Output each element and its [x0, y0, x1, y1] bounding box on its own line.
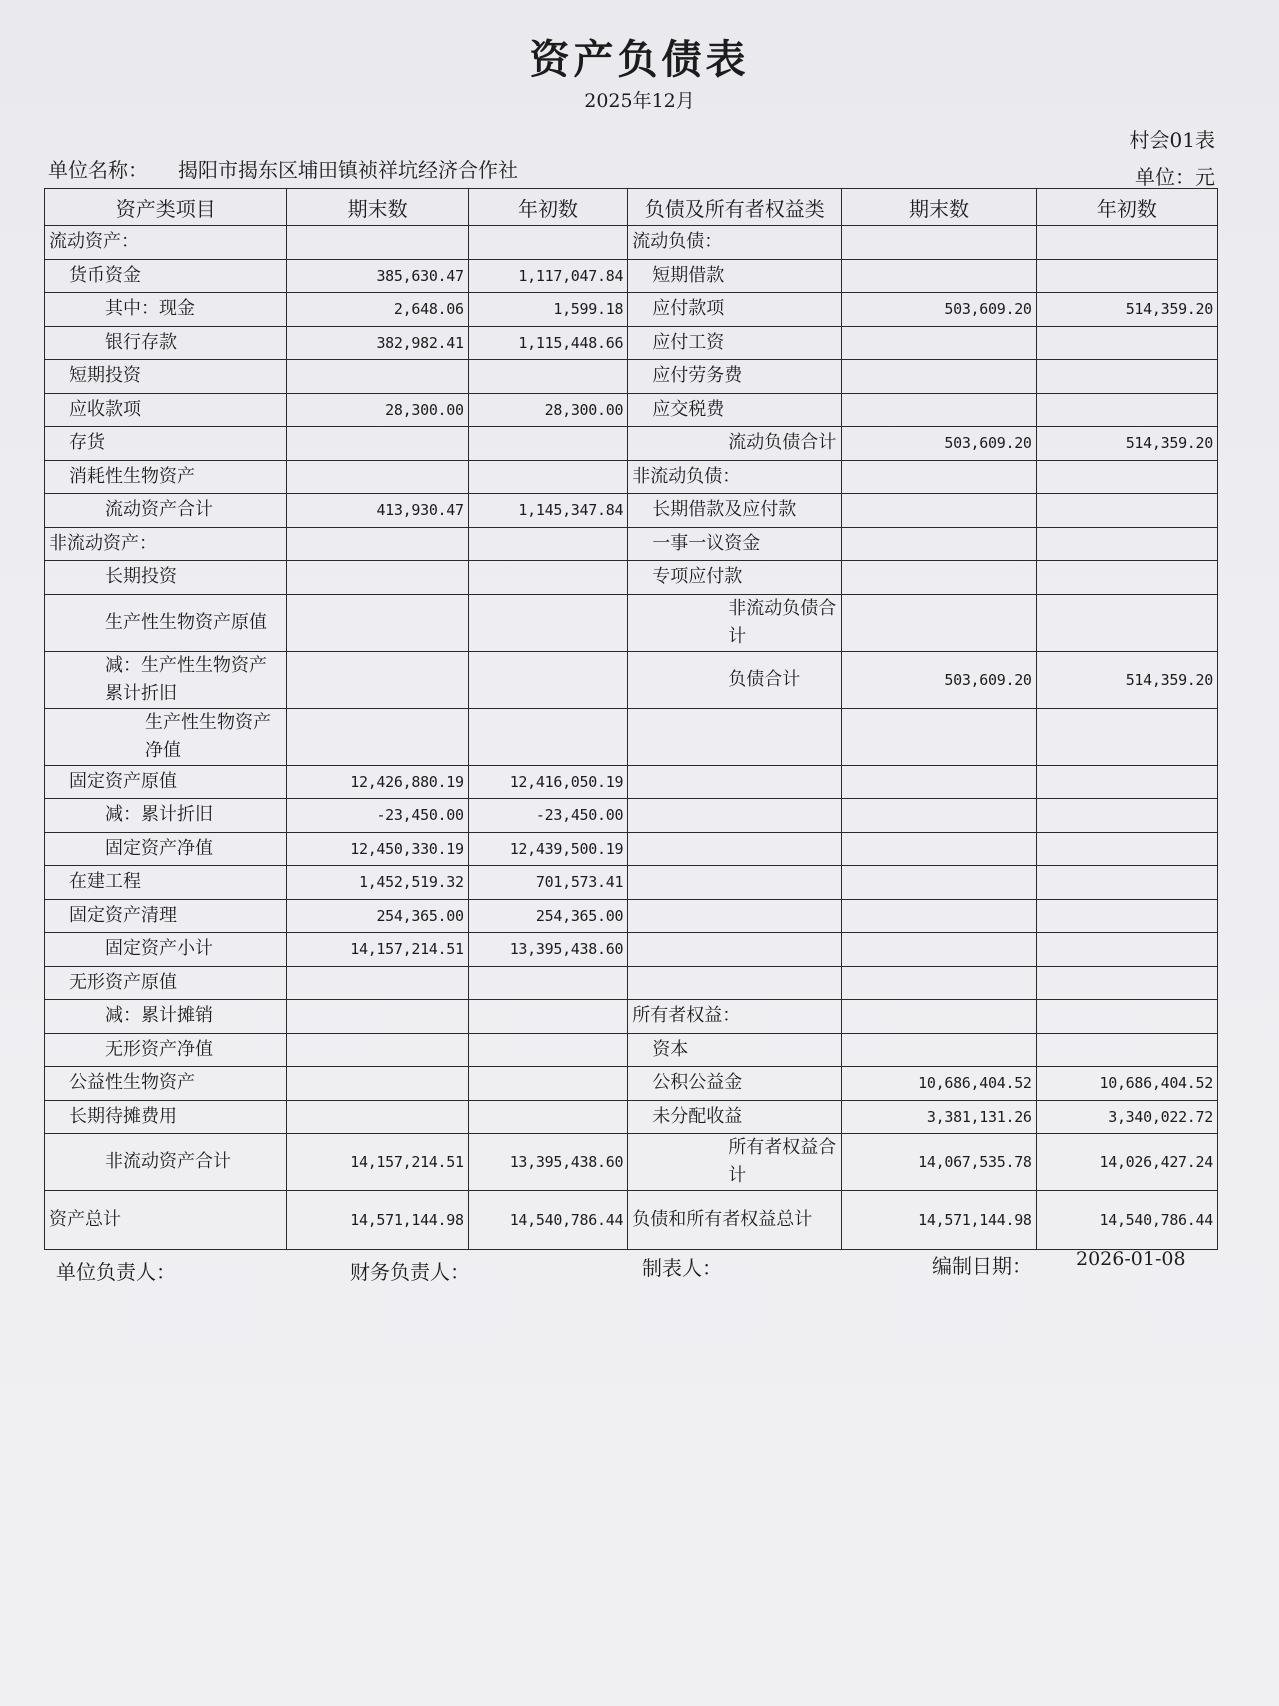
liability-begin-cell — [1036, 799, 1217, 833]
liability-item-cell — [628, 899, 842, 933]
liability-item-cell: 所有者权益合计 — [628, 1134, 842, 1191]
asset-item-cell: 应收款项 — [45, 393, 287, 427]
asset-end-cell: 28,300.00 — [287, 393, 468, 427]
asset-item-cell: 长期待摊费用 — [45, 1100, 287, 1134]
liability-item-cell — [628, 933, 842, 967]
currency-unit: 单位：元 — [1135, 165, 1215, 189]
liability-end-cell — [842, 708, 1036, 765]
asset-item-cell: 固定资产净值 — [45, 832, 287, 866]
asset-item-cell: 固定资产小计 — [45, 933, 287, 967]
liability-end-cell — [842, 765, 1036, 799]
liability-end-cell — [842, 1000, 1036, 1034]
table-row — [45, 293, 1218, 327]
asset-item-cell: 减：累计折旧 — [45, 799, 287, 833]
liability-end-cell: 503,609.20 — [842, 427, 1036, 461]
table-row — [45, 651, 1218, 708]
asset-end-cell — [287, 651, 468, 708]
liability-begin-cell: 10,686,404.52 — [1036, 1067, 1217, 1101]
liability-begin-cell — [1036, 326, 1217, 360]
table-row — [45, 708, 1218, 765]
liability-begin-cell — [1036, 561, 1217, 595]
liability-end-cell — [842, 326, 1036, 360]
asset-begin-cell: 701,573.41 — [468, 866, 627, 900]
asset-end-cell: 2,648.06 — [287, 293, 468, 327]
asset-end-cell — [287, 427, 468, 461]
table-row — [45, 226, 1218, 260]
liability-end-cell — [842, 933, 1036, 967]
asset-item-cell: 生产性生物资产净值 — [45, 708, 287, 765]
liability-item-cell — [628, 866, 842, 900]
liability-end-cell — [842, 527, 1036, 561]
table-row — [45, 1000, 1218, 1034]
liability-begin-cell — [1036, 1033, 1217, 1067]
form-code: 村会01表 — [1129, 128, 1215, 152]
asset-end-cell: 385,630.47 — [287, 259, 468, 293]
table-row — [45, 527, 1218, 561]
liability-item-cell: 所有者权益： — [628, 1000, 842, 1034]
table-row — [45, 427, 1218, 461]
table-row — [45, 393, 1218, 427]
asset-item-cell: 在建工程 — [45, 866, 287, 900]
asset-item-cell: 消耗性生物资产 — [45, 460, 287, 494]
table-row — [45, 1100, 1218, 1134]
liability-begin-cell: 3,340,022.72 — [1036, 1100, 1217, 1134]
liability-begin-cell — [1036, 393, 1217, 427]
liability-end-cell — [842, 226, 1036, 260]
date-value: 2026-01-08 — [1076, 1248, 1186, 1270]
asset-item-cell: 减：生产性生物资产累计折旧 — [45, 651, 287, 708]
organization-name: 揭阳市揭东区埔田镇祯祥坑经济合作社 — [178, 158, 518, 182]
asset-item-cell: 流动资产： — [45, 226, 287, 260]
asset-end-cell: 14,571,144.98 — [287, 1191, 468, 1250]
liability-begin-cell: 514,359.20 — [1036, 293, 1217, 327]
liability-item-cell: 流动负债： — [628, 226, 842, 260]
liability-begin-cell: 14,026,427.24 — [1036, 1134, 1217, 1191]
asset-item-cell: 存货 — [45, 427, 287, 461]
asset-begin-cell: 1,145,347.84 — [468, 494, 627, 528]
asset-begin-cell — [468, 1000, 627, 1034]
table-row — [45, 1067, 1218, 1101]
liability-begin-cell — [1036, 966, 1217, 1000]
table-row — [45, 832, 1218, 866]
liability-item-cell: 资本 — [628, 1033, 842, 1067]
asset-item-cell: 生产性生物资产原值 — [45, 594, 287, 651]
table-row — [45, 799, 1218, 833]
table-row — [45, 594, 1218, 651]
liability-end-cell: 503,609.20 — [842, 651, 1036, 708]
liability-begin-cell — [1036, 899, 1217, 933]
asset-end-cell — [287, 527, 468, 561]
liability-begin-cell — [1036, 527, 1217, 561]
asset-item-cell: 长期投资 — [45, 561, 287, 595]
liability-item-cell: 应付款项 — [628, 293, 842, 327]
asset-end-cell — [287, 1100, 468, 1134]
asset-item-cell: 减：累计摊销 — [45, 1000, 287, 1034]
asset-item-cell: 资产总计 — [45, 1191, 287, 1250]
liability-end-cell — [842, 594, 1036, 651]
asset-begin-cell: 1,117,047.84 — [468, 259, 627, 293]
table-row — [45, 899, 1218, 933]
col-liab-begin: 年初数 — [1036, 189, 1217, 226]
liability-item-cell: 专项应付款 — [628, 561, 842, 595]
table-row — [45, 460, 1218, 494]
liability-item-cell — [628, 832, 842, 866]
liability-begin-cell — [1036, 933, 1217, 967]
liability-end-cell — [842, 259, 1036, 293]
liability-begin-cell: 514,359.20 — [1036, 427, 1217, 461]
liability-item-cell: 应付劳务费 — [628, 360, 842, 394]
liability-begin-cell — [1036, 594, 1217, 651]
col-liab-item: 负债及所有者权益类 — [628, 189, 842, 226]
table-body — [45, 226, 1218, 1250]
liability-item-cell: 长期借款及应付款 — [628, 494, 842, 528]
asset-begin-cell: 14,540,786.44 — [468, 1191, 627, 1250]
liability-item-cell: 非流动负债： — [628, 460, 842, 494]
asset-begin-cell — [468, 1100, 627, 1134]
asset-end-cell — [287, 226, 468, 260]
asset-item-cell: 固定资产原值 — [45, 765, 287, 799]
asset-begin-cell: 13,395,438.60 — [468, 1134, 627, 1191]
asset-end-cell — [287, 1033, 468, 1067]
liability-item-cell: 应交税费 — [628, 393, 842, 427]
balance-sheet-table — [44, 188, 1218, 1250]
liability-end-cell: 3,381,131.26 — [842, 1100, 1036, 1134]
asset-end-cell: 14,157,214.51 — [287, 933, 468, 967]
asset-item-cell: 无形资产原值 — [45, 966, 287, 1000]
asset-end-cell — [287, 460, 468, 494]
asset-item-cell: 短期投资 — [45, 360, 287, 394]
asset-begin-cell — [468, 594, 627, 651]
asset-item-cell: 货币资金 — [45, 259, 287, 293]
asset-item-cell: 流动资产合计 — [45, 494, 287, 528]
asset-end-cell: 1,452,519.32 — [287, 866, 468, 900]
liability-item-cell: 短期借款 — [628, 259, 842, 293]
liability-end-cell — [842, 561, 1036, 595]
liability-end-cell — [842, 966, 1036, 1000]
date-label: 编制日期： — [932, 1254, 1032, 1278]
asset-end-cell: 382,982.41 — [287, 326, 468, 360]
liability-begin-cell: 14,540,786.44 — [1036, 1191, 1217, 1250]
asset-item-cell: 无形资产净值 — [45, 1033, 287, 1067]
asset-item-cell: 非流动资产合计 — [45, 1134, 287, 1191]
table-row — [45, 866, 1218, 900]
asset-end-cell — [287, 360, 468, 394]
liability-item-cell — [628, 799, 842, 833]
col-asset-item: 资产类项目 — [45, 189, 287, 226]
asset-end-cell — [287, 708, 468, 765]
table-row — [45, 259, 1218, 293]
asset-begin-cell — [468, 527, 627, 561]
liability-end-cell — [842, 1033, 1036, 1067]
table-header-row — [45, 189, 1218, 226]
asset-end-cell — [287, 1067, 468, 1101]
asset-begin-cell: 12,439,500.19 — [468, 832, 627, 866]
report-title: 资产负债表 — [529, 37, 750, 83]
asset-end-cell — [287, 1000, 468, 1034]
asset-end-cell: 12,426,880.19 — [287, 765, 468, 799]
asset-begin-cell — [468, 1033, 627, 1067]
liability-end-cell: 503,609.20 — [842, 293, 1036, 327]
asset-begin-cell — [468, 360, 627, 394]
liability-end-cell — [842, 360, 1036, 394]
asset-end-cell: 413,930.47 — [287, 494, 468, 528]
liability-item-cell: 负债和所有者权益总计 — [628, 1191, 842, 1250]
liability-end-cell: 14,571,144.98 — [842, 1191, 1036, 1250]
liability-end-cell — [842, 866, 1036, 900]
asset-begin-cell — [468, 651, 627, 708]
asset-item-cell: 固定资产清理 — [45, 899, 287, 933]
asset-item-cell: 非流动资产： — [45, 527, 287, 561]
asset-begin-cell: 13,395,438.60 — [468, 933, 627, 967]
liability-item-cell — [628, 708, 842, 765]
asset-end-cell — [287, 561, 468, 595]
asset-begin-cell: 28,300.00 — [468, 393, 627, 427]
asset-end-cell: 254,365.00 — [287, 899, 468, 933]
asset-item-cell: 其中：现金 — [45, 293, 287, 327]
table-row — [45, 326, 1218, 360]
asset-begin-cell: 254,365.00 — [468, 899, 627, 933]
col-asset-end: 期末数 — [287, 189, 468, 226]
table-row — [45, 966, 1218, 1000]
col-liab-end: 期末数 — [842, 189, 1036, 226]
asset-begin-cell — [468, 1067, 627, 1101]
liability-item-cell: 应付工资 — [628, 326, 842, 360]
asset-begin-cell — [468, 708, 627, 765]
asset-end-cell — [287, 594, 468, 651]
liability-end-cell — [842, 393, 1036, 427]
asset-item-cell: 公益性生物资产 — [45, 1067, 287, 1101]
organization-label: 单位名称： — [48, 158, 148, 182]
liability-begin-cell — [1036, 460, 1217, 494]
asset-begin-cell — [468, 966, 627, 1000]
liability-item-cell: 非流动负债合计 — [628, 594, 842, 651]
liability-item-cell: 未分配收益 — [628, 1100, 842, 1134]
liability-begin-cell — [1036, 259, 1217, 293]
table-row — [45, 765, 1218, 799]
liability-begin-cell — [1036, 360, 1217, 394]
table-row — [45, 1033, 1218, 1067]
liability-item-cell — [628, 765, 842, 799]
asset-begin-cell — [468, 226, 627, 260]
asset-end-cell: 12,450,330.19 — [287, 832, 468, 866]
liability-item-cell: 流动负债合计 — [628, 427, 842, 461]
report-period: 2025年12月 — [584, 90, 695, 112]
liability-end-cell — [842, 494, 1036, 528]
asset-begin-cell: 1,599.18 — [468, 293, 627, 327]
asset-begin-cell — [468, 460, 627, 494]
asset-begin-cell: -23,450.00 — [468, 799, 627, 833]
asset-end-cell — [287, 966, 468, 1000]
finance-head-signature: 财务负责人： — [350, 1260, 470, 1284]
preparer-signature: 制表人： — [642, 1256, 722, 1280]
col-asset-begin: 年初数 — [468, 189, 627, 226]
liability-end-cell — [842, 799, 1036, 833]
table-row — [45, 933, 1218, 967]
liability-begin-cell — [1036, 832, 1217, 866]
liability-item-cell: 一事一议资金 — [628, 527, 842, 561]
asset-begin-cell — [468, 427, 627, 461]
liability-item-cell: 公积公益金 — [628, 1067, 842, 1101]
liability-begin-cell — [1036, 226, 1217, 260]
asset-begin-cell — [468, 561, 627, 595]
table-row — [45, 360, 1218, 394]
unit-head-signature: 单位负责人： — [56, 1260, 176, 1284]
liability-item-cell — [628, 966, 842, 1000]
table-row — [45, 1134, 1218, 1191]
liability-item-cell: 负债合计 — [628, 651, 842, 708]
asset-item-cell: 银行存款 — [45, 326, 287, 360]
asset-begin-cell: 12,416,050.19 — [468, 765, 627, 799]
liability-end-cell — [842, 899, 1036, 933]
liability-end-cell — [842, 460, 1036, 494]
asset-end-cell: 14,157,214.51 — [287, 1134, 468, 1191]
liability-begin-cell — [1036, 765, 1217, 799]
liability-begin-cell: 514,359.20 — [1036, 651, 1217, 708]
asset-begin-cell: 1,115,448.66 — [468, 326, 627, 360]
asset-end-cell: -23,450.00 — [287, 799, 468, 833]
liability-begin-cell — [1036, 1000, 1217, 1034]
table-row — [45, 494, 1218, 528]
liability-end-cell: 10,686,404.52 — [842, 1067, 1036, 1101]
liability-begin-cell — [1036, 494, 1217, 528]
liability-end-cell: 14,067,535.78 — [842, 1134, 1036, 1191]
liability-begin-cell — [1036, 708, 1217, 765]
table-row — [45, 561, 1218, 595]
liability-end-cell — [842, 832, 1036, 866]
organization-line — [48, 154, 518, 183]
liability-begin-cell — [1036, 866, 1217, 900]
table-row — [45, 1191, 1218, 1250]
